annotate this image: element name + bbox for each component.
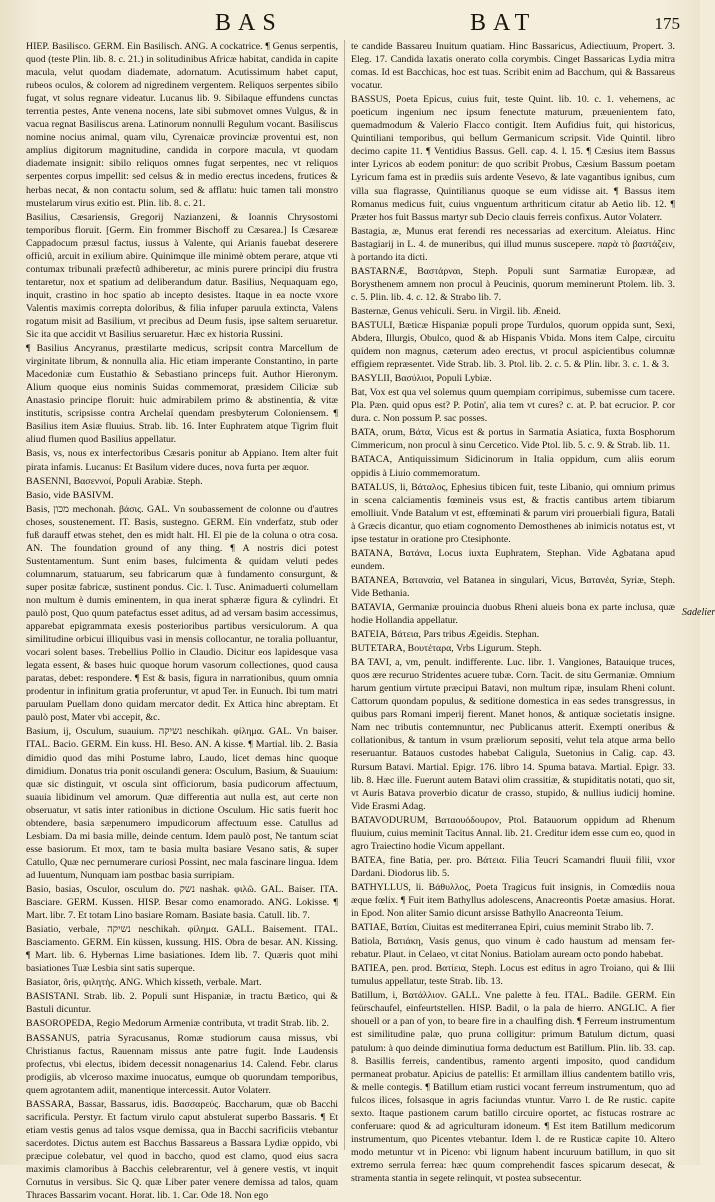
entry-basilius-ancyranus: ¶ Basilius Ancyranus, præstilarte medicus, scripsit contra Marcellum de virginitate librum, & nonnulla alia. Hic etiam imperante Constantino, in parte Macedoniæ cum Eustathio & Sebastiano princeps fuit. Author Hieronym. Alium quoque eius nominis Suidas commemorat, præsidem Ciliciæ sub Anastasio principe floruit: huic admirabilem primo & abstinentia, & vitæ institutis, scripsisse contra Archelaï quendam presbyterum Coloniensem. ¶ Basilius item Asiæ fluuius. Strab. lib. 16. Inter Euphratem atque Tigrim fluit aliud flumen quod Basilius appellatur. — [26, 343, 338, 446]
entry-batiola: Batiola, Βατιάκη, Vasis genus, quo vinum è cado haustum ad mensam fer- rebatur. Plaut. in Celaeo, vt citat Nonius. Batiolam auream octo pondo habebat. — [351, 936, 675, 961]
entry-basio: Basio, basias, Osculor, osculum do. נשק nashak. φιλῶ. GAL. Baiser. ITA. Basciare. GERM. Kussen. HISP. Besar como enamorado. ANG. Lokisse. ¶ Mart. libr. 7. Et totam Lino basiare Romam. Basiate basia. Catull. lib. 7. — [26, 884, 338, 922]
entry-batavi: BA TAVI, a, vm, penult. indifferente. Luc. libr. 1. Vangiones, Batauique truces, quos ære recuruo Stridentes acuere tubæ. Corn. Tacit. de situ Germaniæ. Omnium harum gentium virtute præcipui Batavi, non multum ripæ, insulam Rheni colunt. Cattorum quondam populus, & seditione domestica in eas sedes transgressus, in quibus pars Romani imperij fierent. Manet honos, & antiquæ societatis insigne. Nam nec tributis contemnuntur, nec Publicanus atterit. Exempti oneribus & collationibus, & tantum in vsum præliorum sepositi, velut tela atque arma bello reseruantur. Batauos custodes habebat Caligula, Suetonius in Calig. cap. 43. Rursum Batavi. Martial. Epigr. 176. libro 14. Spuma batava. Martial. Epigr. 33. lib. 8. Hæc ille. Fuerunt autem Batavi olim crassitiæ, & stupiditatis notati, quo sit, vt Auris Batava proverbio dicatur de crasso, stupido, & nullius iudicij homine. Vide Erasmi Adag. — [351, 657, 675, 812]
entry-basternae: Basternæ, Genus vehiculi. Seru. in Virgil. lib. Æneid. — [351, 305, 561, 317]
entry-basiliscus: HIEP. Basilisco. GERM. Ein Basilisch. ANG. A cockatrice. ¶ Genus serpentis, quod (teste Plin. lib. 8. c. 21.) in solitudinibus Africæ habitat, candida in capite macula, velut quodam diademate, adornatum. Acutissimum habet caput, rubeos oculos, & colorem ad nigredinem vergentem. Reliquos serpentes sibilo fugat, vt solus regnare videatur. Lucanus lib. 9. Sibilaque effundens cunctas terrentia pestes, Ante venena nocens, late sibi submovet omnes Vulgus, & in vacua regnat Basiliscus arena. Latinorum nonnulli Regulum vocant. Basiliscus nomine nocius animal, quam vilu, Cyrenaicæ provinciæ proventui est, non amplius digitorum magnitudine, candida in corpore macula, vt quodam diademate insignit: sibilo reliquos omnes fugat serpentes, nec vt reliquos serpentes corpus impellit: sed celsus & in medio erectus incedens, frutices & herbas necat, & non contactu solum, sed & afflatu: huic tamen tali monstro mustelarum virus exitio est. Plin. lib. 8. c. 21. — [26, 41, 338, 209]
entry-basoropeda: BASOROPEDA, Regio Medorum Armeniæ contributa, vt tradit Strab. lib. 2. — [26, 1018, 329, 1030]
left-column — [26, 40, 338, 1202]
entry-basis: Basis, מכון mechonah. βάσις. GAL. Vn soubassement de colonne ou d'autres choses, soustenement. IT. Basis, sustegno. GERM. Ein vnderfatz, stub oder fuß darauff etwas stehet, den es midt halt. HI. El pie de la coluna o otra cosa. AN. The foundation ground of any thing. ¶ A nostris dici potest Sustentamentum. Sunt enim bases, fulcimenta & quidam veluti pedes columnarum, statuarum, seu fabricarum quæ à fundamento consurgunt, & super positæ fabricæ, sustinent pondus. Cic. l. Tusc. Animaduerti columellam non multum è dumis eminentem, in qua inerat sphæræ figura & cylindri. Et paulò post, Quo quum patefactus esset aditus, ad ad versam basim accessimus, apparebat epigrammata exesis posterioribus partibus versiculorum. A qua similitudine orbicui illiquibus vasi in mensis collocantur, ne toralia polluantur, vocari solent bases. Trebellius Pollio in Claudio. Dicitur eos lapidesque vasa legata essent, & bases huic quoque horum vasorum collectiones, quod causa paratas, debet: respondere. ¶ Est & basis, figura in narrationibus, quum omnia prodentur in infinitum gratia proferuntur, vt apud Ter. in Eunuch. Ibi tum matri paruulam Puellam dono quidam mercator dedit. Ex Attica hinc abreptam. Et paulò post, Mater vbi accepit, &c. — [26, 503, 338, 724]
entry-bassara: BASSARA, Bassar, Bassarus, idis. Βασσαρεύς. Baccharum, quæ ob Bacchi sacrificula. Perstyr. Et factum virulo caput abstulerat superbo Bassaris. ¶ Et etiam vestis genus ad talos vsque demissa, qua in Bacchi sacrificiis vtebantur sacerdotes. Dictus autem est Bacchus Bassareus a Bassara Lydiæ oppido, vbi præcipue colebatur, vel quod in baccho, quod est clamo, quod eius sacra maximis clamoribus à Bacchis celebrarentur, vel à genere vestis, vt inquit Cornutus in versibus. Sic Q. quæ Liber pater venere demissa ad talos, quam Thraces Bassarim vocant. Horat. lib. 1. Car. Ode 18. Non ego — [26, 1098, 338, 1202]
entry-bataca: BATACA, Antiquissimum Sidicinorum in Italia oppidum, cum aliis eorum oppidis à Liuio commemoratum. — [351, 454, 675, 479]
running-head-left: BAS — [215, 10, 283, 36]
entry-batalus: BATALUS, li, Βάταλος, Ephesius tibicen fuit, teste Libanio, qui omnium primus in scena calciamentis fœmineis vsus est, & fractis cantibus artem tibiarum emolliuit. Vnde Batalum vt est, effœminati & parum viri prouerbiali figura, Batali à Græcis dicantur, quo etiam cognomento Demosthenes ab inimicis notatus est, vt ipse testatur in oratione pro Ctesiphonte. — [351, 481, 675, 545]
entry-basilius: Basilius, Cæsariensis, Gregorij Nazianzeni, & Ioannis Chrysostomi temporibus floruit. [Germ. Ein frommer Bischoff zu Cæsarea.] Is Cæsareæ Cappadocum præsul factus, iussus à Valente, qui Arianis fauebat deserere officiû, arcuit in exilium abire. Quinimque ille minimè obtem perare, atque vti contumax tribunali præfectû adhiberetur, ac minis purere principi diu frustra tentaretur, nox et spatium ad deliberandum datur. Basilius, Nequaquam ego, inquit, crastino in hoc spatio ab incepto desistes. Itaque in ea nocte vxore Valentis maximis correpta doloribus, & filia infuper paruula extincta, Valens rogatum misit ad Basilium, vt precibus ad Deum fusis, ipse saltem seruaretur. Sic ita que accidit vt Basilius seruaretur. Hæc ex historia Russini. — [26, 211, 338, 341]
entry-bata: BATA, orum, Βάτα, Vicus est & portus in Sarmatia Asiatica, fuxta Bosphorum Cimmericum, non procul à sinu Cercetico. Vide Ptol. lib. 5. c. 9. & Strab. lib. 11. — [351, 427, 675, 452]
entry-basiatio: Basiatio, verbale, נשיקה neschikah. φίλημα. GALL. Baisement. ITAL. Basciamento. GERM. Ein küssen, kussung. HIS. Obra de besar. AN. Kissing. ¶ Mart. lib. 6. Hybernas Lime basiationes. Idem lib. 7. Quæris quot mihi basiationes Tuæ Lesbia sint satis superque. — [26, 924, 338, 975]
entry-basium: Basium, ij, Osculum, suauium. נשיקה neschikah. φίλημα. GAL. Vn baiser. ITAL. Bacio. GERM. Ein kuss. HI. Beso. AN. A kisse. ¶ Martial. lib. 2. Basia dimidio quod das mihi Postume labro, Laudo, licet demas hinc quoque dimidium. Donatus tria ponit osculandi genera: Osculum, Basium, & Suauium: quæ sic distinguit, vt oscula sint officiorum, basia pudicorum affectuum, suauia libidinum vel amorum. Quæ differentia aut nulla est, aut certe non obseruatur, vt satis inter rationibus in dictione Osculum. Hic satis fuerit hoc obtendere, basia sæpenumero impudicorum affectuum esse. Catullus ad Lesbiam. Da mi basia mille, deinde centum. Idem paulò post, Ne tantum sciat esse basiorum. Et mox, tam te basia multa basiare Vesano satis, & super Catullo, Quæ nec pernumerare curiosi Possint, nec mala fascinare lingua. Idem ad Iuuentum, Nunquam iam postbac basia surripiam. — [26, 726, 338, 881]
entry-basylii: BASYLII, Βασύλιοι, Populi Lybiæ. — [351, 373, 492, 385]
entry-bassanus: BASSANUS, patria Syracusanus, Romæ studiorum causa missus, vbi Christianus factus, Rauennam missus ante patre fugit. Inde Laudensis profectus, vbi electus, ibidem decessit nonagenarius 14. Calend. Febr. clarus prodigiis, ab vlceroso maxime inuocatus, eumque ob quorundam temporibus, quem agrotantem adiit, manentique intercessit. Autor Volaterr. — [26, 1032, 338, 1096]
entry-basenni: BASENNI, Βασεννοί, Populi Arabiæ. Steph. — [26, 475, 203, 487]
entry-batanea: BATANEA, Βαταναία, vel Batanea in singulari, Vicus, Βατανέα, Syriæ, Steph. Vide Bethania. — [351, 574, 675, 599]
entry-batavodurum: BATAVODURUM, Βαταουόδουρον, Ptol. Batauorum oppidum ad Rhenum fluuium, cuius meminit Tacitus Annal. lib. 21. Creditur idem esse cum eo, quod in agro Traiectino hodie Vicum appellant. — [351, 814, 675, 852]
entry-batiae: BATIAE, Βατίαι, Ciuitas est mediterranea Epiri, cuius meminit Strabo lib. 7. — [351, 922, 654, 934]
entry-basistani: BASISTANI. Strab. lib. 2. Populi sunt Hispaniæ, in tractu Bætico, qui & Bastuli dicuntur. — [26, 991, 338, 1016]
entry-basio-ref: Basio, vide BASIVM. — [26, 489, 114, 501]
entry-basiator: Basiator, ôris, φιλητὴς. ANG. Which kisseth, verbale. Mart. — [26, 977, 262, 989]
entry-bastuli: BASTULI, Bæticæ Hispaniæ populi prope Turdulos, quorum oppida sunt, Sexi, Abdera, Illurgis, Obulco, quod & ab Hispanis Vbida. Mons item Calpe, circuitu quidem non magnus, cæterum adeo erectus, vt procul aspicientibus columnæ effigiem repræsentet. Vide Strab. lib. 3. Ptol. lib. 2. c. 5. & Plin. libr. 3. c. 1. & 3. — [351, 319, 675, 371]
running-head — [0, 10, 700, 40]
margin-note: Sadelier — [682, 607, 715, 618]
entry-batillum: Batillum, i, Βατάλλιον. GALL. Vne palette à feu. ITAL. Badile. GERM. Ein feürschaufel, einfeurtstellen. HISP. Badil, o la pala de hierro. ANGLIC. A fier shouell or a pan of yon, to beare fire in a chaulfing dish. ¶ Ferreum instrumentum est similitudine palæ, quo pruna colligitur: primum Batulum dictum, quasi patulum: à quo deinde diminutiua forma deductum est Batillum. Plin. lib. 33. cap. 8. Basillis ferreis, candentibus, ramento argenti imposito, quod candidum permaneat probatur. Apicius de patellis: Et armillam illius candentem batillo vris, & melle contegis. ¶ Batillum etiam rustici vocant ferreum instrumentum, quo ad fulcos ilices, folsasque in agris faciundas vtuntur. Varro l. de Re rustic. capite sexto. Itaque pastionem carum batillo circuire oportet, ac fistucas rostrare ac conferuare: quod & ad agriculturam idoneum. ¶ Est item Batillum medicorum instrumentum, quo Picentes vtebantur. Idem l. de re Rusticæ capite 10. Altero modo metuntur vt in Piceno: vbi lignum habent incuruum batillum, in quo sit extremo serrula ferrea: hæc quum comprehendit fasces spicarum desecat, & stramenta stantia in segete relinquit, vt postea subsecentur. — [351, 990, 675, 1184]
entry-batiea: BATIEA, pen. prod. Βατίεια, Steph. Locus est editus in agro Troiano, qui & Ilii tumulus appellatur, teste Strab. lib. 13. — [351, 963, 675, 988]
entry-bastagia: Bastagia, æ, Munus erat ferendi res necessarias ad exercitum. Aleiatus. Hinc Bastagiarij in L. 4. de muneribus, qui illud munus suscepere. παρὰ τὸ βαστάζειν, à portando ita dicti. — [351, 225, 675, 263]
entry-bat: Bat, Vox est qua vel solemus quum quempiam corripimus, subemisse cum tacere. Pla. Pæn. quid opus est? P. Potin', alia tem vt cures? c. at. P. bat ecrucior. P. cor dura. c. Non possum P. sac posses. — [351, 387, 675, 425]
page-number: 175 — [654, 14, 680, 33]
entry-batea: BATEA, fine Batia, per. pro. Βάτεια. Filia Teucri Scamandri fluuii filii, vxor Dardani. Diodorus lib. 5. — [351, 854, 675, 879]
entry-batavia: BATAVIA, Germaniæ prouincia duobus Rheni alueis bona ex parte inclusa, quæ hodie Hollandia appellatur. — [351, 601, 675, 627]
entry-basilus: Basis, vs, nous ex interfectoribus Cæsaris ponitur ab Appiano. Item alter fuit pirata infamis. Lucanus: Et Basilum videre duces, nova furta per æquor. — [26, 448, 338, 473]
running-head-right: BAT — [470, 10, 537, 36]
entry-butetara: BUTETARA, Βουτέταρα, Vrbs Ligurum. Steph. — [351, 643, 542, 655]
entry-bathyllus: BATHYLLUS, li. Βάθυλλος, Poeta Tragicus fuit insignis, in Comœdiis noua æque fœlix. ¶ Fuit item Bathyllus adolescens, Anacreontis Poetæ amasius. Horat. in Epod. Non aliter Samio dicunt arsisse Bathyllo Anacreonta Teium. — [351, 881, 675, 920]
column-divider — [344, 40, 345, 1150]
right-column — [351, 40, 675, 1184]
entry-bassus: BASSUS, Poeta Epicus, cuius fuit, teste Quint. lib. 10. c. 1. vehemens, ac poeticum ingenium nec ipsum fenectute maturum, præuenientem fato, quemadmodum & Valerio Flacco contigit. Item Aufidius fuit, qui historicus, Quintiliani temporibus, qui bellum Germanicum scripsit. Vide Quintil. libro decimo capite 11. ¶ Ventidius Bassus. Gell. cap. 4. l. 15. ¶ Cæsius item Bassus inter Lyricos ab eodem ponitur: de quo scribit Probus, Cæsium Bassum poetam Lyricum fama est in prædiis suis ardente Vesevo, & late vagantibus ignibus, cum villa sua flagrasse, Quintilianus quoque se eum vidisse ait. ¶ Bassus item Romanus medicus fuit, cuius vnguentum arthriticum citatur ab Aetio lib. 12. ¶ Præter hos fuit Bassus martyr sub Decio clauis ferreis confixus. Autor Volaterr. — [351, 94, 675, 223]
entry-bassareu-continued: te candide Bassareu Inuitum quatiam. Hinc Bassaricus, Adiectiuum, Propert. 3. Eleg. 17. Candida laxatis onerato colla corymbis. Cinget Bassaricas Lydia mitra comas. Id est Bacchicas, hoc est tuas. Scribit enim ad Bacchum, qui & Bassareus vocatur. — [351, 41, 675, 92]
entry-batana: BATANA, Βατάνα, Locus iuxta Euphratem, Stephan. Vide Agbatana apud eundem. — [351, 547, 675, 572]
entry-bastarnae: BASTARNÆ, Βαστάρναι, Steph. Populi sunt Sarmatiæ Europææ, ad Borysthenem amnem non procul à Peucinis, quorum meminerunt Ptolem. lib. 3. c. 5. Plin. lib. 4. c. 12. & Strabo lib. 7. — [351, 265, 675, 303]
entry-bateia: BATEIA, Βάτεια, Pars tribus Ægeidis. Stephan. — [351, 629, 540, 641]
